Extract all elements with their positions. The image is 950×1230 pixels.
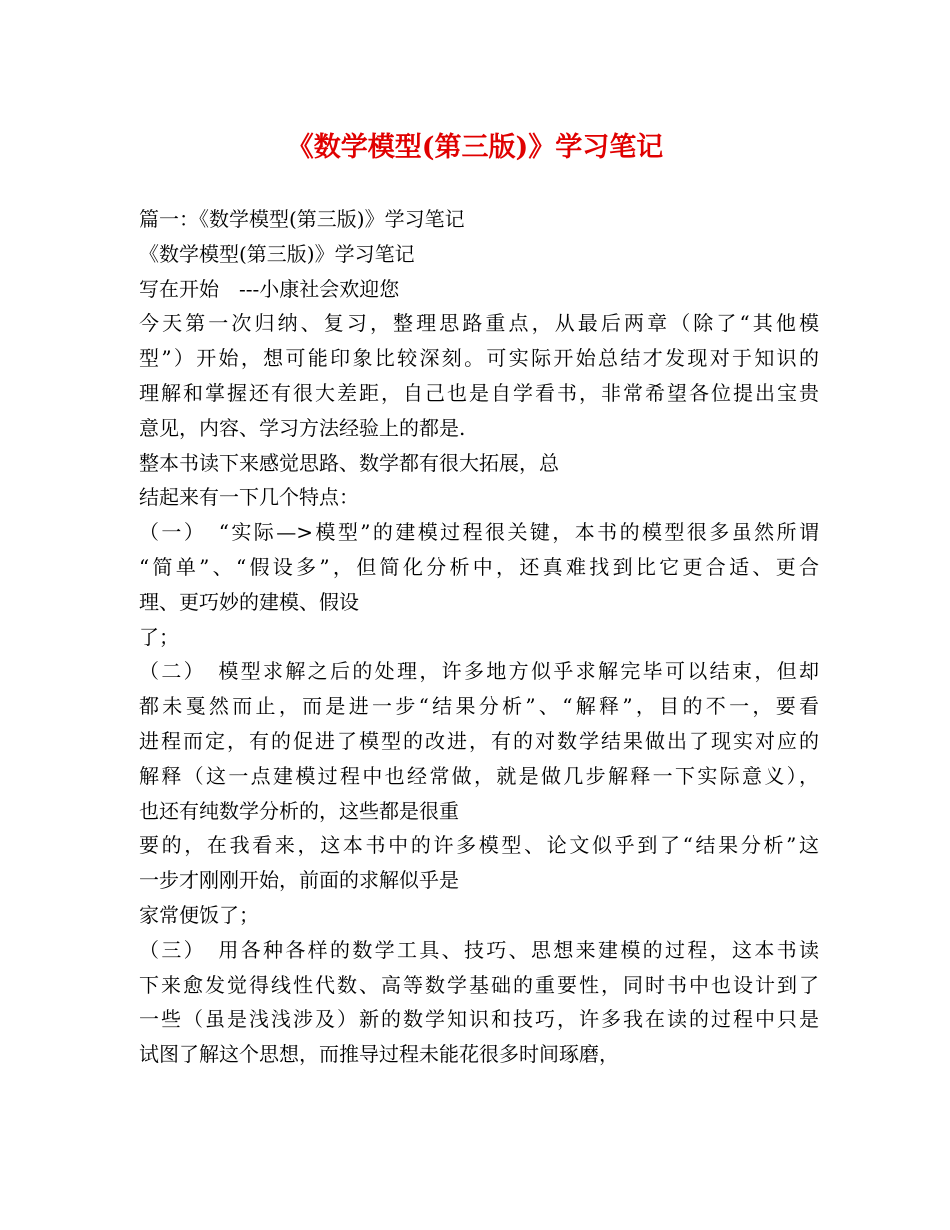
text-line: 要的，在我看来，这本书中的许多模型、论文似乎到了“结果分析”这 bbox=[139, 833, 819, 858]
text-line: （三） 用各种各样的数学工具、技巧、思想来建模的过程，这本书读 bbox=[139, 937, 819, 962]
text-line: 都未戛然而止，而是进一步“结果分析”、“解释”，目的不一，要看 bbox=[139, 694, 819, 719]
text-line: 解释（这一点建模过程中也经常做，就是做几步解释一下实际意义）， bbox=[139, 763, 819, 788]
document-title: 《数学模型(第三版)》学习笔记 bbox=[286, 132, 664, 163]
text-line: （二） 模型求解之后的处理，许多地方似乎求解完毕可以结束，但却 bbox=[139, 659, 819, 684]
document-body bbox=[139, 202, 819, 1072]
text-line: 写在开始 ---小康社会欢迎您 bbox=[139, 276, 400, 301]
text-line: 意见，内容、学习方法经验上的都是. bbox=[139, 415, 466, 440]
text-line: 今天第一次归纳、复习，整理思路重点，从最后两章（除了“其他模 bbox=[139, 311, 819, 336]
text-line: 试图了解这个思想，而推导过程未能花很多时间琢磨， bbox=[139, 1042, 619, 1067]
text-line: 篇一：《数学模型(第三版)》学习笔记 bbox=[139, 207, 465, 231]
text-line: （一） “实际—>模型”的建模过程很关键，本书的模型很多虽然所谓 bbox=[139, 520, 819, 545]
text-line: 下来愈发觉得线性代数、高等数学基础的重要性，同时书中也设计到了 bbox=[139, 972, 819, 997]
text-line: “简单”、“假设多”，但简化分析中，还真难找到比它更合适、更合 bbox=[139, 554, 819, 579]
text-line: 理解和掌握还有很大差距，自己也是自学看书，非常希望各位提出宝贵 bbox=[139, 380, 819, 405]
text-line: 理、更巧妙的建模、假设 bbox=[139, 589, 359, 614]
text-line: 也还有纯数学分析的，这些都是很重 bbox=[139, 798, 459, 823]
text-line: 一步才刚刚开始，前面的求解似乎是 bbox=[139, 868, 459, 893]
text-line: 家常便饭了； bbox=[139, 902, 259, 927]
text-line: 进程而定，有的促进了模型的改进，有的对数学结果做出了现实对应的 bbox=[139, 728, 819, 753]
text-line: 了； bbox=[139, 624, 179, 649]
text-line: 整本书读下来感觉思路、数学都有很大拓展，总 bbox=[139, 450, 559, 475]
text-line: 型”）开始，想可能印象比较深刻。可实际开始总结才发现对于知识的 bbox=[139, 346, 819, 371]
text-line: 结起来有一下几个特点： bbox=[139, 485, 359, 510]
text-line: 《数学模型(第三版)》学习笔记 bbox=[139, 241, 415, 266]
text-line: 一些（虽是浅浅涉及）新的数学知识和技巧，许多我在读的过程中只是 bbox=[139, 1007, 819, 1032]
